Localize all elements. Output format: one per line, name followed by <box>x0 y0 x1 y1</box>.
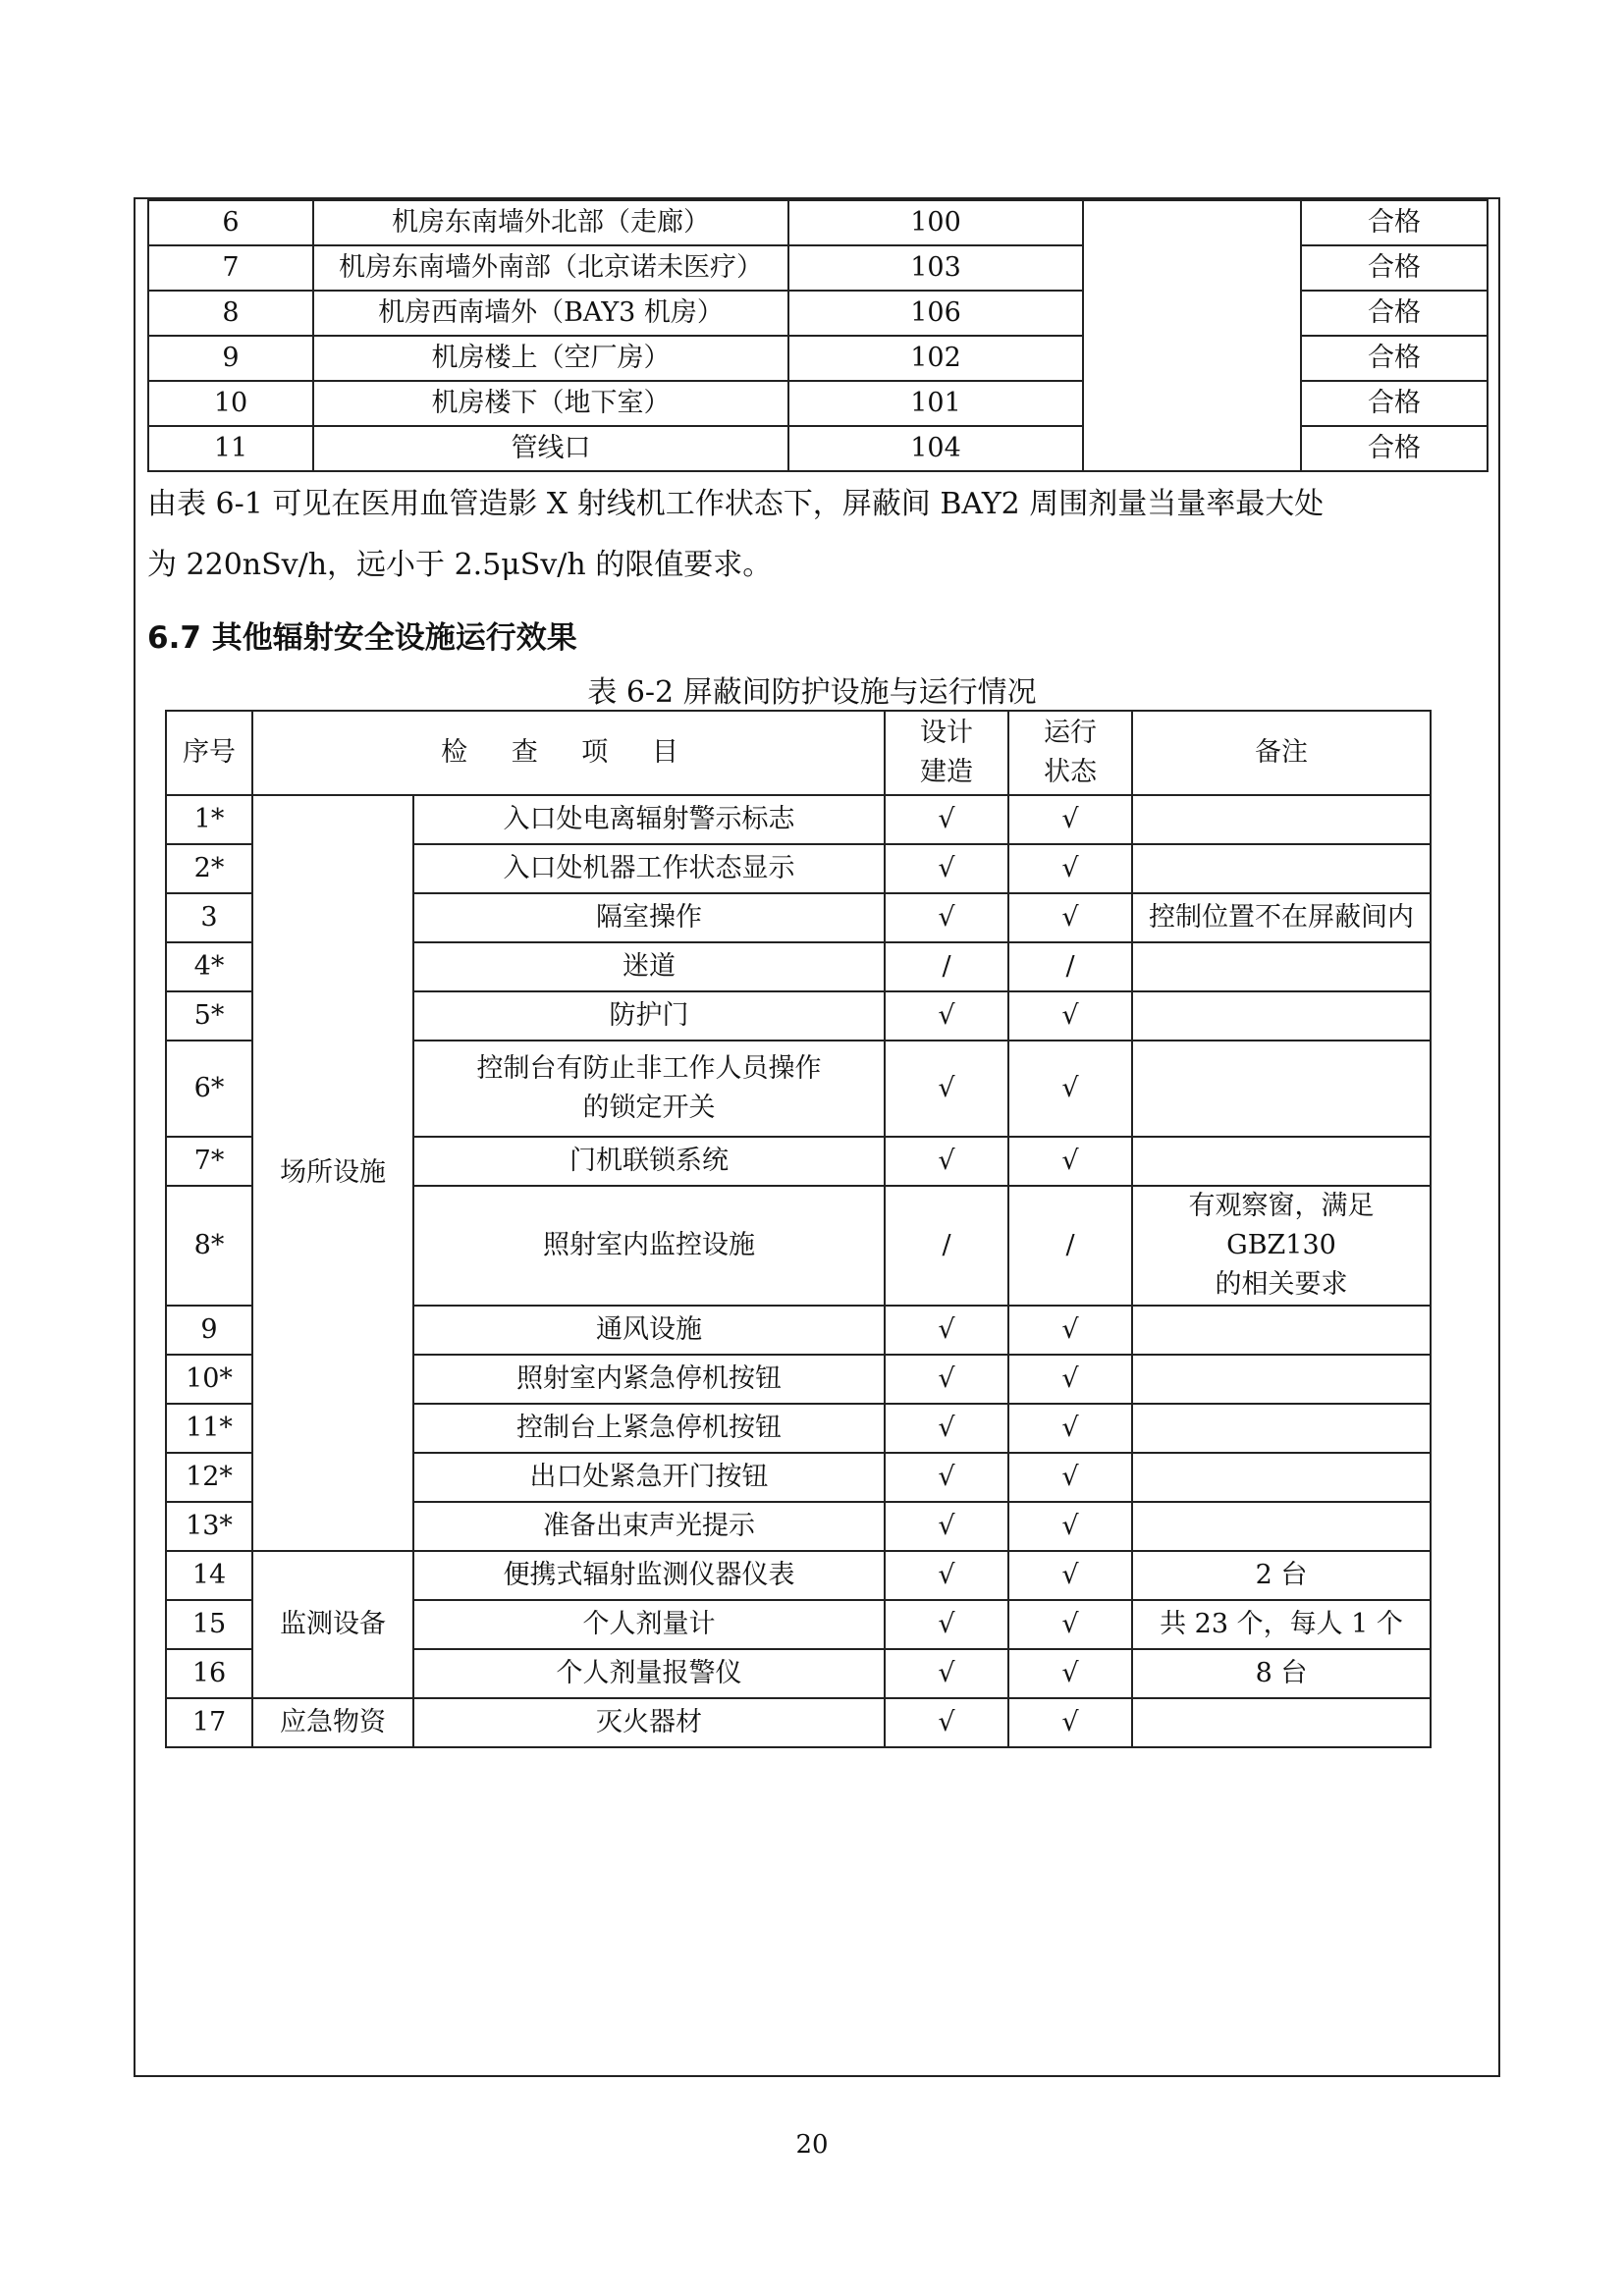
note-cell: 有观察窗，满足 GBZ130 的相关要求 <box>1132 1186 1431 1306</box>
run-cell: / <box>1008 942 1132 991</box>
section-heading: 6.7 其他辐射安全设施运行效果 <box>147 620 577 656</box>
dose-value-cell: 103 <box>788 245 1083 291</box>
location-cell: 机房西南墙外（BAY3 机房） <box>313 291 788 336</box>
group-emergency-supplies: 应急物资 <box>252 1698 413 1747</box>
row-number: 16 <box>166 1649 252 1698</box>
item-cell: 入口处机器工作状态显示 <box>413 844 885 893</box>
note-cell <box>1132 1355 1431 1404</box>
row-number: 6* <box>166 1041 252 1137</box>
table-row <box>166 1698 1431 1747</box>
note-cell <box>1132 991 1431 1041</box>
header-row <box>166 711 1431 795</box>
note-cell <box>1132 942 1431 991</box>
design-cell: √ <box>885 795 1008 844</box>
row-number: 4* <box>166 942 252 991</box>
result-cell: 合格 <box>1301 245 1488 291</box>
row-number: 7 <box>148 245 313 291</box>
item-cell: 入口处电离辐射警示标志 <box>413 795 885 844</box>
location-cell: 管线口 <box>313 426 788 471</box>
header-no: 序号 <box>166 711 252 795</box>
merged-limit-cell <box>1083 200 1301 471</box>
dose-value-cell: 104 <box>788 426 1083 471</box>
design-cell: √ <box>885 1649 1008 1698</box>
note-cell <box>1132 795 1431 844</box>
result-cell: 合格 <box>1301 426 1488 471</box>
run-cell: √ <box>1008 1306 1132 1355</box>
item-cell: 个人剂量计 <box>413 1600 885 1649</box>
design-cell: √ <box>885 893 1008 942</box>
header-note: 备注 <box>1132 711 1431 795</box>
row-number: 15 <box>166 1600 252 1649</box>
design-cell: √ <box>885 1355 1008 1404</box>
design-cell: √ <box>885 991 1008 1041</box>
note-cell <box>1132 1041 1431 1137</box>
row-number: 6 <box>148 200 313 245</box>
item-cell: 照射室内监控设施 <box>413 1186 885 1306</box>
result-cell: 合格 <box>1301 381 1488 426</box>
row-number: 8 <box>148 291 313 336</box>
row-number: 7* <box>166 1137 252 1186</box>
table-row <box>166 1551 1431 1600</box>
result-cell: 合格 <box>1301 291 1488 336</box>
note-cell: 2 台 <box>1132 1551 1431 1600</box>
group-site-facilities: 场所设施 <box>252 795 413 1551</box>
dose-value-cell: 100 <box>788 200 1083 245</box>
note-cell <box>1132 844 1431 893</box>
item-cell: 出口处紧急开门按钮 <box>413 1453 885 1502</box>
item-cell: 控制台有防止非工作人员操作 的锁定开关 <box>413 1041 885 1137</box>
run-cell: √ <box>1008 795 1132 844</box>
run-cell: √ <box>1008 893 1132 942</box>
row-number: 10* <box>166 1355 252 1404</box>
design-cell: √ <box>885 1502 1008 1551</box>
design-cell: √ <box>885 1306 1008 1355</box>
design-cell: √ <box>885 1404 1008 1453</box>
row-number: 1* <box>166 795 252 844</box>
item-cell: 隔室操作 <box>413 893 885 942</box>
facility-check-table <box>165 710 1432 1748</box>
design-cell: √ <box>885 844 1008 893</box>
measurement-table <box>147 199 1489 472</box>
row-number: 8* <box>166 1186 252 1306</box>
run-cell: √ <box>1008 1502 1132 1551</box>
note-cell <box>1132 1404 1431 1453</box>
header-run-status: 运行 状态 <box>1008 711 1132 795</box>
item-cell: 门机联锁系统 <box>413 1137 885 1186</box>
row-number: 3 <box>166 893 252 942</box>
location-cell: 机房楼下（地下室） <box>313 381 788 426</box>
run-cell: √ <box>1008 1453 1132 1502</box>
row-number: 9 <box>148 336 313 381</box>
note-cell <box>1132 1306 1431 1355</box>
item-cell: 照射室内紧急停机按钮 <box>413 1355 885 1404</box>
item-cell: 便携式辐射监测仪器仪表 <box>413 1551 885 1600</box>
run-cell: √ <box>1008 1355 1132 1404</box>
row-number: 11 <box>148 426 313 471</box>
note-cell: 8 台 <box>1132 1649 1431 1698</box>
run-cell: √ <box>1008 1137 1132 1186</box>
design-cell: √ <box>885 1600 1008 1649</box>
run-cell: √ <box>1008 1600 1132 1649</box>
item-cell: 准备出束声光提示 <box>413 1502 885 1551</box>
note-cell: 共 23 个，每人 1 个 <box>1132 1600 1431 1649</box>
result-cell: 合格 <box>1301 336 1488 381</box>
result-cell: 合格 <box>1301 200 1488 245</box>
conclusion-line-2: 为 220nSv/h，远小于 2.5μSv/h 的限值要求。 <box>147 548 773 582</box>
item-cell: 个人剂量报警仪 <box>413 1649 885 1698</box>
table-caption: 表 6-2 屏蔽间防护设施与运行情况 <box>587 675 1037 710</box>
row-number: 17 <box>166 1698 252 1747</box>
run-cell: √ <box>1008 1649 1132 1698</box>
dose-value-cell: 102 <box>788 336 1083 381</box>
run-cell: √ <box>1008 1404 1132 1453</box>
table-row <box>148 200 1488 245</box>
design-cell: √ <box>885 1137 1008 1186</box>
dose-value-cell: 106 <box>788 291 1083 336</box>
run-cell: / <box>1008 1186 1132 1306</box>
run-cell: √ <box>1008 1551 1132 1600</box>
run-cell: √ <box>1008 1041 1132 1137</box>
run-cell: √ <box>1008 991 1132 1041</box>
row-number: 12* <box>166 1453 252 1502</box>
row-number: 14 <box>166 1551 252 1600</box>
header-item: 检 查 项 目 <box>252 711 885 795</box>
row-number: 9 <box>166 1306 252 1355</box>
item-cell: 迷道 <box>413 942 885 991</box>
location-cell: 机房东南墙外南部（北京诺未医疗） <box>313 245 788 291</box>
note-cell: 控制位置不在屏蔽间内 <box>1132 893 1431 942</box>
run-cell: √ <box>1008 1698 1132 1747</box>
location-cell: 机房楼上（空厂房） <box>313 336 788 381</box>
design-cell: √ <box>885 1551 1008 1600</box>
note-cell <box>1132 1502 1431 1551</box>
note-cell <box>1132 1453 1431 1502</box>
row-number: 2* <box>166 844 252 893</box>
item-cell: 控制台上紧急停机按钮 <box>413 1404 885 1453</box>
header-design: 设计 建造 <box>885 711 1008 795</box>
design-cell: / <box>885 1186 1008 1306</box>
conclusion-line-1: 由表 6-1 可见在医用血管造影 X 射线机工作状态下，屏蔽间 BAY2 周围剂量当量率最大处 <box>147 487 1325 521</box>
design-cell: √ <box>885 1453 1008 1502</box>
row-number: 13* <box>166 1502 252 1551</box>
dose-value-cell: 101 <box>788 381 1083 426</box>
row-number: 5* <box>166 991 252 1041</box>
design-cell: / <box>885 942 1008 991</box>
note-cell <box>1132 1137 1431 1186</box>
run-cell: √ <box>1008 844 1132 893</box>
design-cell: √ <box>885 1698 1008 1747</box>
row-number: 11* <box>166 1404 252 1453</box>
item-cell: 防护门 <box>413 991 885 1041</box>
item-cell: 灭火器材 <box>413 1698 885 1747</box>
table-row <box>166 795 1431 844</box>
item-cell: 通风设施 <box>413 1306 885 1355</box>
note-cell <box>1132 1698 1431 1747</box>
group-monitoring-equipment: 监测设备 <box>252 1551 413 1698</box>
page-number: 20 <box>795 2130 829 2160</box>
design-cell: √ <box>885 1041 1008 1137</box>
location-cell: 机房东南墙外北部（走廊） <box>313 200 788 245</box>
row-number: 10 <box>148 381 313 426</box>
